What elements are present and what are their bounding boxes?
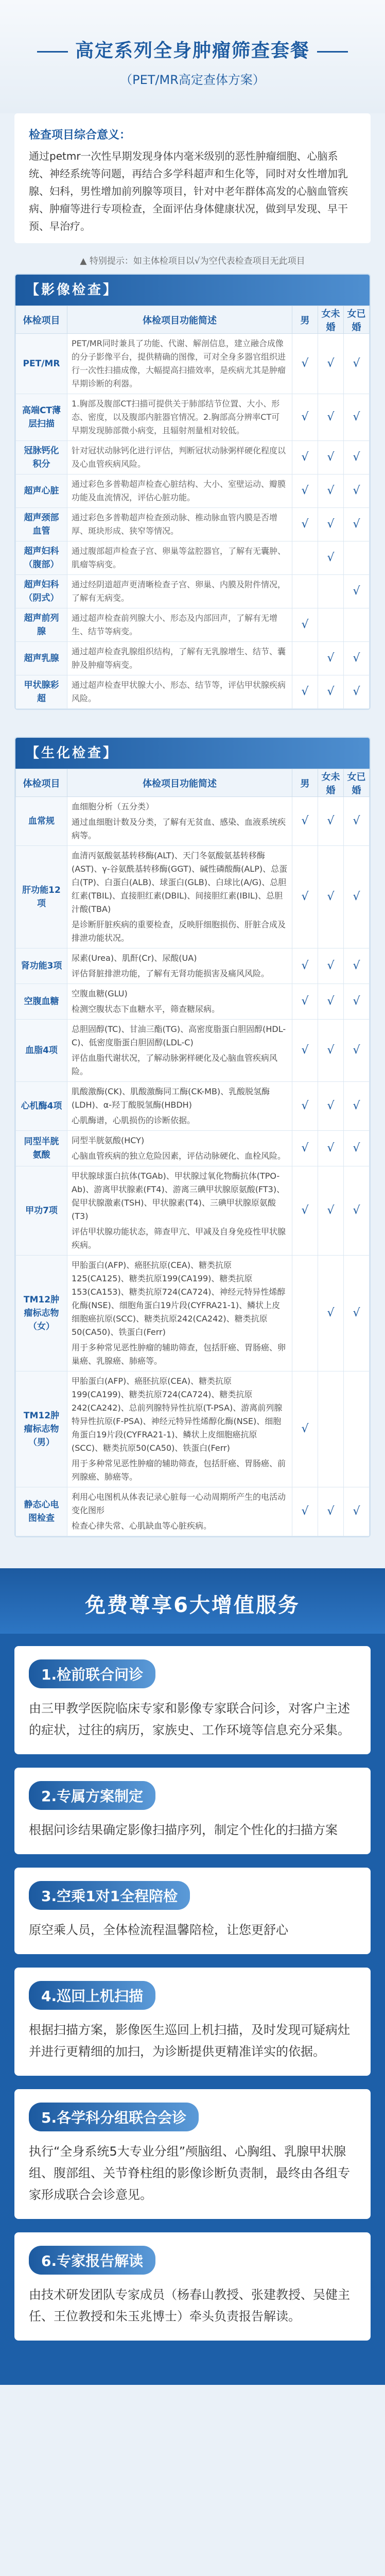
table-row — [16, 334, 370, 394]
row-items: 甲胎蛋白(AFP)、癌胚抗原(CEA)、糖类抗原199(CA199)、糖类抗原724(CA724)、糖类抗原242(CA242)、总前列腺特异性抗原(T-PSA)、游离前列腺特异性抗原(F-PSA)、神经元特异性烯醇化酶(NSE)、细胞角蛋白19片段(CYFRA21-1)、鳞状上皮细胞癌抗原(SCC)、糖类抗原50(CA50)、铁蛋白(Ferr) — [72, 1376, 283, 1453]
table-row — [16, 508, 370, 541]
row-items-and-description — [67, 1131, 292, 1166]
mark-male: √ — [292, 474, 318, 508]
mark-female-married: √ — [344, 508, 370, 541]
service-title: 6.专家报告解读 — [29, 2246, 155, 2275]
table-row — [16, 474, 370, 508]
row-description: 心肌酶谱，心肌损伤的诊断依据。 — [72, 1115, 196, 1125]
mark-female-married: √ — [344, 984, 370, 1020]
mark-male: √ — [292, 797, 318, 846]
row-description: 针对冠状动脉钙化进行评估，判断冠状动脉粥样硬化程度以及心血管疾病风险。 — [67, 441, 292, 474]
mark-male: √ — [292, 846, 318, 948]
row-description: 通过血细胞计数及分类，了解有无贫血、感染、血液系统疾病等。 — [72, 817, 286, 840]
mark-female-married — [344, 1371, 370, 1487]
service-card — [14, 1646, 371, 1754]
header — [0, 0, 385, 113]
row-category: TM12肿瘤标志物（男） — [16, 1371, 67, 1487]
table-row — [16, 984, 370, 1020]
intro-heading: 检查项目综合意义： — [29, 129, 131, 142]
row-items: 总胆固醇(TC)、甘油三酯(TG)、高密度脂蛋白胆固醇(HDL-C)、低密度脂蛋白胆固醇(LDL-C) — [72, 1024, 286, 1047]
mark-male: √ — [292, 394, 318, 441]
service-body: 由技术研发团队专家成员（杨春山教授、张建教授、吴健主任、王位教授和朱玉兆博士）牵头负责报告解读。 — [29, 2287, 350, 2324]
row-description: 是诊断肝脏疾病的重要检查，反映肝细胞损伤、肝脏合成及排泄功能状况。 — [72, 920, 286, 943]
mark-male: √ — [292, 608, 318, 642]
row-description: 通过彩色多普勒超声检查心脏结构、大小、室壁运动、瓣膜功能及血流情况，评估心脏功能。 — [67, 474, 292, 508]
row-description: 通过经阴道超声更清晰检查子宫、卵巢、内膜及附件情况，了解有无病变。 — [67, 575, 292, 608]
mark-female-single — [318, 575, 344, 608]
row-items-and-description — [67, 1487, 292, 1536]
mark-female-married: √ — [344, 1020, 370, 1082]
row-description: 用于多种常见恶性肿瘤的辅助筛查，包括肝癌、胃肠癌、卵巢癌、乳腺癌、肺癌等。 — [72, 1343, 286, 1366]
table-row — [16, 1131, 370, 1166]
table-row — [16, 1256, 370, 1371]
row-category: PET/MR — [16, 334, 67, 394]
mark-female-single: √ — [318, 1166, 344, 1256]
mark-female-single — [318, 1371, 344, 1487]
table-row — [16, 846, 370, 948]
row-items: 空腹血糖(GLU) — [72, 989, 128, 998]
table-row — [16, 1371, 370, 1487]
imaging-title: 【影像检查】 — [15, 275, 370, 306]
mark-male: √ — [292, 948, 318, 984]
row-description: PET/MR同时兼具了功能、代谢、解剖信息，建立融合成像的分子影像平台，提供精确的图像，可对全身多器官组织进行一次性扫描成像，大幅提高扫描效率，是疾病尤其是肿瘤早期诊断的利器。 — [67, 334, 292, 394]
mark-female-single: √ — [318, 1256, 344, 1371]
row-items-and-description — [67, 1371, 292, 1487]
row-description: 心脑血管疾病的独立危险因素，评估动脉硬化、血栓风险。 — [72, 1151, 286, 1161]
row-description: 通过腹部超声检查子宫、卵巢等盆腔器官，了解有无囊肿、肌瘤等病变。 — [67, 541, 292, 575]
row-items: 利用心电图机从体表记录心脏每一心动周期所产生的电活动变化图形 — [72, 1492, 286, 1515]
mark-female-single: √ — [318, 334, 344, 394]
service-card — [14, 1968, 371, 2076]
service-card — [14, 2232, 371, 2341]
mark-female-married: √ — [344, 441, 370, 474]
col-item: 体检项目 — [16, 769, 67, 797]
mark-female-married: √ — [344, 1256, 370, 1371]
lab-title: 【生化检查】 — [15, 738, 370, 769]
row-description: 评估甲状腺功能状态，筛查甲亢、甲减及自身免疫性甲状腺疾病。 — [72, 1227, 286, 1250]
mark-female-married: √ — [344, 334, 370, 394]
mark-female-single: √ — [318, 642, 344, 675]
row-category: 超声妇科（腹部） — [16, 541, 67, 575]
title-dash-left — [37, 51, 68, 53]
row-category: TM12肿瘤标志物（女） — [16, 1256, 67, 1371]
imaging-body — [16, 334, 370, 709]
col-desc: 体检项目功能简述 — [67, 769, 292, 797]
mark-female-single: √ — [318, 394, 344, 441]
mark-male — [292, 1256, 318, 1371]
page-subtitle: （PET/MR高定查体方案） — [120, 73, 265, 87]
service-card — [14, 1768, 371, 1854]
mark-female-single: √ — [318, 474, 344, 508]
mark-female-single: √ — [318, 675, 344, 709]
mark-male — [292, 541, 318, 575]
title-dash-right — [317, 51, 348, 53]
mark-female-married — [344, 541, 370, 575]
intro-box — [14, 113, 371, 243]
row-items-and-description — [67, 1082, 292, 1131]
row-description: 检测空腹状态下血糖水平，筛查糖尿病。 — [72, 1004, 220, 1014]
table-row — [16, 541, 370, 575]
table-row — [16, 1082, 370, 1131]
row-category: 超声乳腺 — [16, 642, 67, 675]
table-row — [16, 1166, 370, 1256]
row-items-and-description — [67, 797, 292, 846]
mark-female-single — [318, 608, 344, 642]
mark-male: √ — [292, 508, 318, 541]
row-category: 肝功能12项 — [16, 846, 67, 948]
row-description: 通过彩色多普勒超声检查颈动脉、椎动脉血管内膜是否增厚、斑块形成、狭窄等情况。 — [67, 508, 292, 541]
mark-female-married: √ — [344, 642, 370, 675]
col-male: 男 — [292, 306, 318, 334]
service-body: 由三甲教学医院临床专家和影像专家联合问诊，对客户主述的症状，过往的病历，家族史、工作环境等信息充分采集。 — [29, 1701, 350, 1737]
row-items: 甲胎蛋白(AFP)、癌胚抗原(CEA)、糖类抗原125(CA125)、糖类抗原199(CA199)、糖类抗原153(CA153)、糖类抗原724(CA724)、神经元特异性烯醇化酶(NSE)、细胞角蛋白19片段(CYFRA21-1)、鳞状上皮细胞癌抗原(SCC)、糖类抗原242(CA242)、糖类抗原50(CA50)、铁蛋白(Ferr) — [72, 1260, 286, 1337]
row-items: 血细胞分析（五分类） — [72, 802, 154, 811]
row-category: 高端CT薄层扫描 — [16, 394, 67, 441]
mark-female-married: √ — [344, 394, 370, 441]
services-title: 免费尊享6大增值服务 — [85, 1594, 300, 1617]
table-row — [16, 394, 370, 441]
mark-female-single: √ — [318, 1131, 344, 1166]
services-header — [0, 1568, 385, 1634]
table-row — [16, 441, 370, 474]
row-category: 超声妇科（阴式） — [16, 575, 67, 608]
table-row — [16, 797, 370, 846]
row-items: 肌酸激酶(CK)、肌酸激酶同工酶(CK-MB)、乳酸脱氢酶(LDH)、α-羟丁酸脱氢酶(HBDH) — [72, 1087, 270, 1110]
mark-female-married: √ — [344, 1487, 370, 1536]
section-spacer — [0, 710, 385, 737]
service-body: 根据问诊结果确定影像扫描序列，制定个性化的扫描方案 — [29, 1823, 338, 1837]
service-title: 1.检前联合问诊 — [29, 1659, 155, 1688]
lab-table — [15, 769, 370, 1536]
col-female-single: 女未婚 — [318, 306, 344, 334]
mark-male: √ — [292, 1082, 318, 1131]
mark-male: √ — [292, 1166, 318, 1256]
mark-female-married: √ — [344, 675, 370, 709]
service-body: 原空乘人员，全体检流程温馨陪检，让您更舒心 — [29, 1923, 288, 1937]
service-title: 4.巡回上机扫描 — [29, 1981, 155, 2010]
mark-male: √ — [292, 1487, 318, 1536]
col-female-married: 女已婚 — [344, 306, 370, 334]
row-category: 空腹血糖 — [16, 984, 67, 1020]
mark-female-married: √ — [344, 575, 370, 608]
row-category: 血脂4项 — [16, 1020, 67, 1082]
page-title — [0, 36, 385, 62]
mark-male: √ — [292, 675, 318, 709]
services-list — [0, 1634, 385, 2385]
table-row — [16, 642, 370, 675]
table-row — [16, 1020, 370, 1082]
col-item: 体检项目 — [16, 306, 67, 334]
row-description: 1.胸部及腹部CT扫描可提供关于肺部结节位置、大小、形态、密度，以及腹部内脏器官情况。2.胸部高分辨率CT可早期发现肺部微小病变，且辐射剂量相对较低。 — [67, 394, 292, 441]
table-row — [16, 608, 370, 642]
intro-text: 通过petmr一次性早期发现身体内毫米级别的恶性肿瘤细胞、心脑系统、神经系统等问题，再结合多学科超声和生化等，同时对女性增加乳腺、妇科，男性增加前列腺等项目，针对中老年群体高发的心脑血管疾病、肿瘤等进行专项检查，全面评估身体健康状况，做到早发现、早干预、早治疗。 — [29, 150, 348, 232]
row-description: 通过超声检查乳腺组织结构，了解有无乳腺增生、结节、囊肿及肿瘤等病变。 — [67, 642, 292, 675]
row-items-and-description — [67, 984, 292, 1020]
title-text: 高定系列全身肿瘤筛查套餐 — [75, 40, 310, 61]
col-desc: 体检项目功能简述 — [67, 306, 292, 334]
row-items: 尿素(Urea)、肌酐(Cr)、尿酸(UA) — [72, 953, 197, 963]
service-title: 2.专属方案制定 — [29, 1781, 155, 1810]
row-description: 通过超声检查前列腺大小、形态及内部回声，了解有无增生、结节等病变。 — [67, 608, 292, 642]
row-category: 甲状腺彩超 — [16, 675, 67, 709]
row-category: 肾功能3项 — [16, 948, 67, 984]
row-items: 甲状腺球蛋白抗体(TGAb)、甲状腺过氧化物酶抗体(TPO-Ab)、游离甲状腺素(FT4)、游离三碘甲状腺原氨酸(FT3)、促甲状腺激素(TSH)、甲状腺素(T4)、三碘甲状腺原氨酸(T3) — [72, 1171, 285, 1221]
mark-female-single: √ — [318, 1487, 344, 1536]
table-row — [16, 948, 370, 984]
row-category: 超声颈部血管 — [16, 508, 67, 541]
row-items: 血清丙氨酸氨基转移酶(ALT)、天门冬氨酸氨基转移酶(AST)、γ-谷氨酰基转移酶(GGT)、碱性磷酸酶(ALP)、总蛋白(TP)、白蛋白(ALB)、球蛋白(GLB)、白球比(A/G)、总胆红素(TBIL)、直接胆红素(DBIL)、间接胆红素(IBIL)、总胆汁酸(TBA) — [72, 851, 288, 914]
row-items-and-description — [67, 948, 292, 984]
row-items: 同型半胱氨酸(HCY) — [72, 1136, 145, 1145]
mark-female-single: √ — [318, 984, 344, 1020]
mark-female-married: √ — [344, 474, 370, 508]
mark-male — [292, 642, 318, 675]
mark-female-married: √ — [344, 948, 370, 984]
table-row — [16, 675, 370, 709]
imaging-table — [15, 306, 370, 709]
mark-female-single: √ — [318, 797, 344, 846]
table-row — [16, 1487, 370, 1536]
service-card — [14, 1868, 371, 1954]
row-description: 用于多种常见恶性肿瘤的辅助筛查，包括肝癌、胃肠癌、前列腺癌、肺癌等。 — [72, 1459, 286, 1482]
imaging-table-block — [14, 274, 371, 710]
row-category: 冠脉钙化积分 — [16, 441, 67, 474]
legend-note: ▲ 特别提示：如主体检项目以√为空代表检查项目无此项目 — [80, 256, 305, 266]
mark-female-single: √ — [318, 948, 344, 984]
mark-male: √ — [292, 1131, 318, 1166]
mark-female-single: √ — [318, 1082, 344, 1131]
service-body: 执行“全身系统5大专业分组”颅脑组、心胸组、乳腺甲状腺组、腹部组、关节脊柱组的影像诊断负责制，最终由各组专家形成联合会诊意见。 — [29, 2144, 350, 2202]
mark-female-single: √ — [318, 846, 344, 948]
mark-female-single: √ — [318, 1020, 344, 1082]
mark-female-single: √ — [318, 541, 344, 575]
lab-header-row — [16, 769, 370, 797]
service-body: 根据扫描方案，影像医生巡回上机扫描，及时发现可疑病灶并进行更精细的加扫，为诊断提供更精准详实的依据。 — [29, 2023, 350, 2059]
row-items-and-description — [67, 1166, 292, 1256]
mark-female-single: √ — [318, 441, 344, 474]
row-items-and-description — [67, 1020, 292, 1082]
mark-female-married: √ — [344, 797, 370, 846]
mark-male: √ — [292, 1020, 318, 1082]
row-description: 评估血脂代谢状况，了解动脉粥样硬化及心脑血管疾病风险。 — [72, 1053, 278, 1076]
row-description: 评估肾脏排泄功能，了解有无肾功能损害及痛风风险。 — [72, 969, 270, 978]
row-items-and-description — [67, 1256, 292, 1371]
row-category: 甲功7项 — [16, 1166, 67, 1256]
mark-female-married — [344, 608, 370, 642]
row-category: 心机酶4项 — [16, 1082, 67, 1131]
col-female-single: 女未婚 — [318, 769, 344, 797]
mark-female-single: √ — [318, 508, 344, 541]
row-description: 通过超声检查甲状腺大小、形态、结节等，评估甲状腺疾病风险。 — [67, 675, 292, 709]
mark-female-married: √ — [344, 1082, 370, 1131]
mark-male — [292, 575, 318, 608]
mark-male: √ — [292, 441, 318, 474]
row-category: 同型半胱氨酸 — [16, 1131, 67, 1166]
service-card — [14, 2089, 371, 2219]
lab-body — [16, 797, 370, 1536]
row-category: 超声前列腺 — [16, 608, 67, 642]
mark-male: √ — [292, 984, 318, 1020]
mark-female-married: √ — [344, 1131, 370, 1166]
service-title: 3.空乘1对1全程陪检 — [29, 1881, 190, 1910]
service-title: 5.各学科分组联合会诊 — [29, 2103, 199, 2131]
col-male: 男 — [292, 769, 318, 797]
row-category: 血常规 — [16, 797, 67, 846]
mark-male: √ — [292, 334, 318, 394]
row-items-and-description — [67, 846, 292, 948]
lab-table-block — [14, 737, 371, 1537]
mark-male: √ — [292, 1371, 318, 1487]
row-category: 静态心电图检查 — [16, 1487, 67, 1536]
mark-female-married: √ — [344, 1166, 370, 1256]
col-female-married: 女已婚 — [344, 769, 370, 797]
imaging-header-row — [16, 306, 370, 334]
row-description: 检查心律失常、心肌缺血等心脏疾病。 — [72, 1521, 212, 1531]
row-category: 超声心脏 — [16, 474, 67, 508]
mark-female-married: √ — [344, 846, 370, 948]
table-row — [16, 575, 370, 608]
